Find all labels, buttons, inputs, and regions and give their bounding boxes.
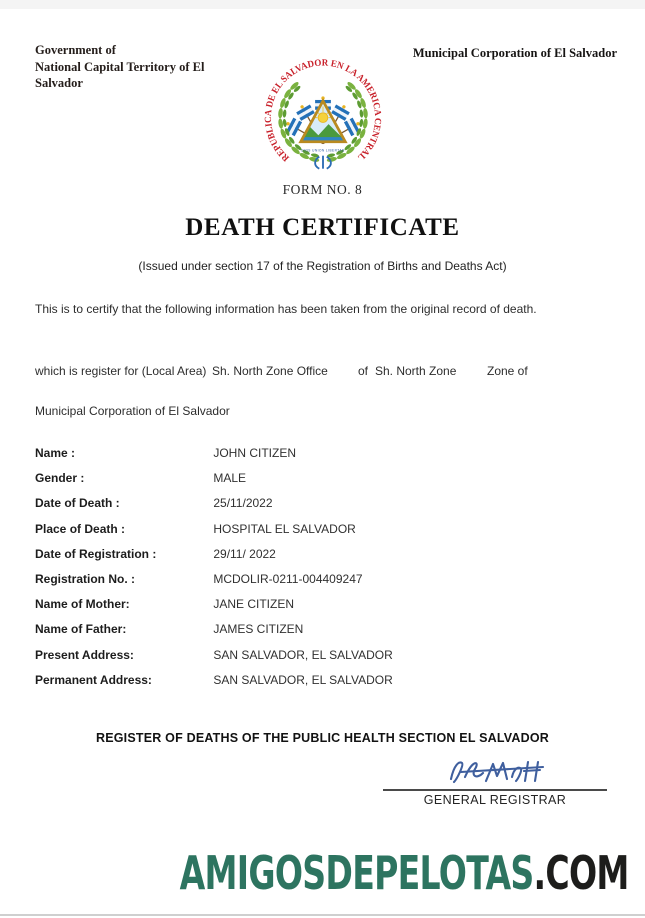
site-watermark bbox=[180, 846, 629, 900]
field-value: MALE bbox=[213, 471, 247, 486]
scan-edge-band bbox=[0, 0, 645, 9]
field-row-name bbox=[35, 441, 595, 466]
field-row-present-address bbox=[35, 643, 595, 668]
signature-line bbox=[383, 789, 607, 807]
field-label: Date of Registration : bbox=[35, 546, 157, 561]
field-label: Permanent Address: bbox=[35, 672, 152, 687]
register-area-line bbox=[0, 364, 645, 380]
register-of: of bbox=[358, 364, 369, 378]
field-label: Date of Death : bbox=[35, 496, 120, 511]
field-value: SAN SALVADOR, EL SALVADOR bbox=[213, 672, 393, 687]
field-row-registration-no bbox=[35, 567, 595, 592]
field-label: Place of Death : bbox=[35, 521, 126, 536]
el-salvador-seal-icon bbox=[258, 58, 388, 180]
field-row-father-name bbox=[35, 617, 595, 642]
watermark-name: AMIGOSDEPELOTAS bbox=[179, 846, 534, 900]
register-zone-of: Zone of bbox=[487, 364, 528, 378]
field-row-date-of-registration bbox=[35, 542, 595, 567]
field-label: Name of Father: bbox=[35, 622, 127, 637]
issuer-left-line: Government of bbox=[35, 43, 116, 57]
field-label: Present Address: bbox=[35, 647, 134, 662]
field-value: JANE CITIZEN bbox=[213, 597, 295, 612]
issuer-left bbox=[35, 42, 235, 92]
register-prefix: which is register for (Local Area) bbox=[35, 364, 207, 378]
registrar-title: GENERAL REGISTRAR bbox=[423, 793, 567, 807]
field-label: Gender : bbox=[35, 471, 85, 486]
issuer-right: Municipal Corporation of El Salvador bbox=[412, 46, 617, 60]
field-label: Registration No. : bbox=[35, 571, 136, 586]
seal-circular-text: REPUBLICA DE EL SALVADOR EN LA AMERICA CENTRAL bbox=[263, 58, 382, 163]
field-row-gender bbox=[35, 466, 595, 491]
registrar-signature bbox=[445, 755, 555, 789]
field-value: JAMES CITIZEN bbox=[213, 622, 304, 637]
watermark-tld: .COM bbox=[533, 846, 629, 900]
register-office: Sh. North Zone Office bbox=[212, 364, 328, 378]
register-of-deaths-title: REGISTER OF DEATHS OF THE PUBLIC HEALTH SECTION EL SALVADOR bbox=[95, 731, 550, 745]
field-label: Name : bbox=[35, 446, 76, 460]
field-row-mother-name bbox=[35, 592, 595, 617]
seal-motto: DIOS UNION LIBERTAD bbox=[300, 148, 345, 153]
field-row-date-of-death bbox=[35, 491, 595, 516]
certify-statement: This is to certify that the following information has been taken from the original record of death. bbox=[35, 302, 537, 316]
field-value: 25/11/2022 bbox=[213, 496, 273, 511]
register-zone: Sh. North Zone bbox=[375, 364, 457, 378]
register-corporation: Municipal Corporation of El Salvador bbox=[35, 404, 230, 418]
field-value: MCDOLIR-0211-004409247 bbox=[213, 571, 363, 586]
ribbon-knot bbox=[315, 156, 331, 169]
issuer-left-line: National Capital Territory of El bbox=[35, 59, 205, 74]
field-row-place-of-death bbox=[35, 517, 595, 542]
field-label: Name of Mother: bbox=[35, 597, 130, 612]
certificate-subtitle: (Issued under section 17 of the Registration of Births and Deaths Act) bbox=[138, 259, 507, 273]
bottom-divider bbox=[0, 914, 645, 916]
field-row-permanent-address bbox=[35, 668, 595, 693]
issuer-left-line: Salvador bbox=[35, 76, 83, 90]
certificate-title: DEATH CERTIFICATE bbox=[185, 214, 460, 241]
certificate-fields bbox=[35, 441, 595, 693]
form-number: FORM NO. 8 bbox=[282, 182, 363, 197]
field-value: SAN SALVADOR, EL SALVADOR bbox=[213, 647, 393, 662]
field-value: JOHN CITIZEN bbox=[213, 446, 297, 460]
field-value: 29/11/ 2022 bbox=[213, 546, 276, 561]
field-value: HOSPITAL EL SALVADOR bbox=[213, 521, 356, 536]
